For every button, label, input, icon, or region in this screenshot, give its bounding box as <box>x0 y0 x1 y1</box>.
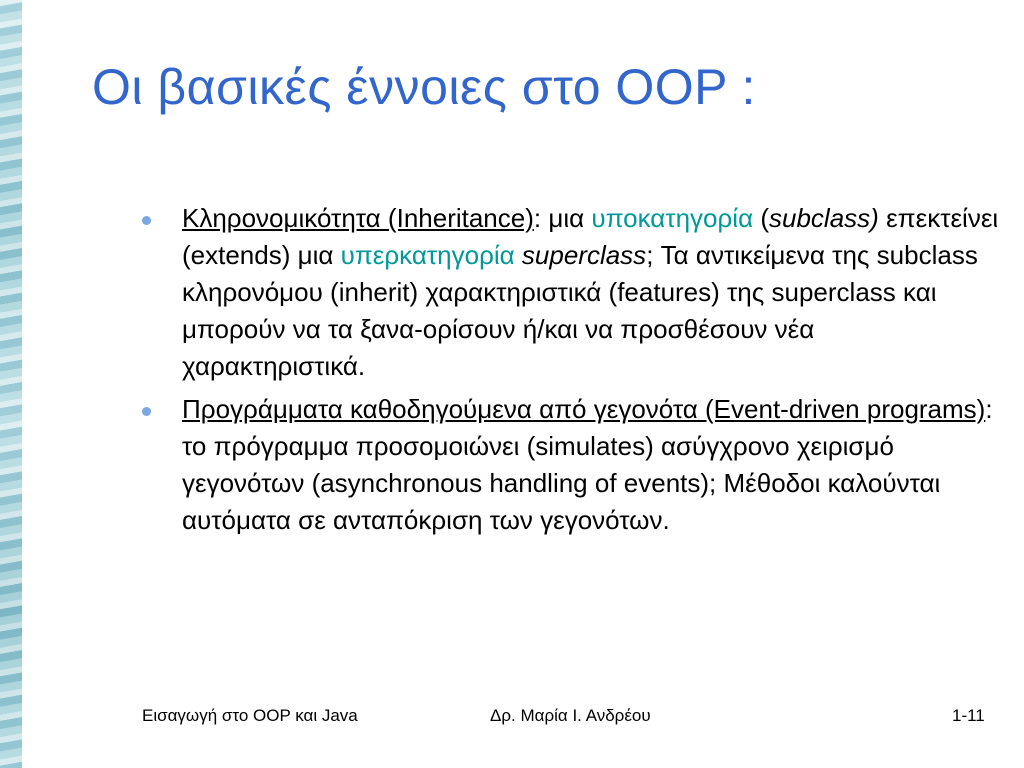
footer-author: Δρ. Μαρία Ι. Ανδρέου <box>490 706 651 725</box>
text-fragment: : το πρόγραμμα προσομοιώνει (simulates) ασύγχρονο χειρισμό γεγονότων (asynchronous handling of events); Μέθοδοι καλούνται αυτόματα σε ανταπόκριση των γεγονότων. <box>182 394 993 535</box>
slide-number: 1-11 <box>952 706 985 725</box>
term-event-driven: Προγράμματα καθοδηγούμενα από γεγονότα (Event-driven programs) <box>182 394 986 424</box>
footer-course: Εισαγωγή στο OOP και Java <box>142 706 358 725</box>
text-fragment: : μια <box>533 203 592 233</box>
decorative-side-stripe <box>0 0 22 768</box>
bullet-event-driven <box>140 391 1000 539</box>
slide-title: Οι βασικές έννοιες στο OOP : <box>92 59 756 115</box>
text-fragment: ; Τα αντικείμενα της subclass κληρονόμου (inherit) χαρακτηριστικά (features) της superclass και μπορούν να τα ξανα-ορίσουν ή/και να προσθέσουν νέα χαρακτηριστικά. <box>182 240 978 381</box>
term-subclass-greek: υποκατηγορία <box>591 203 754 233</box>
bullet-list <box>140 200 1000 545</box>
term-superclass: superclass <box>521 240 647 270</box>
term-subclass: subclass) <box>769 203 879 233</box>
bullet-inheritance <box>140 200 1000 385</box>
text-fragment: επεκτείνει (extends) μια <box>182 203 999 270</box>
text-fragment: ( <box>753 203 770 233</box>
term-inheritance: Κληρονομικότητα (Inheritance) <box>182 203 534 233</box>
term-superclass-greek: υπερκατηγορία <box>340 240 515 270</box>
